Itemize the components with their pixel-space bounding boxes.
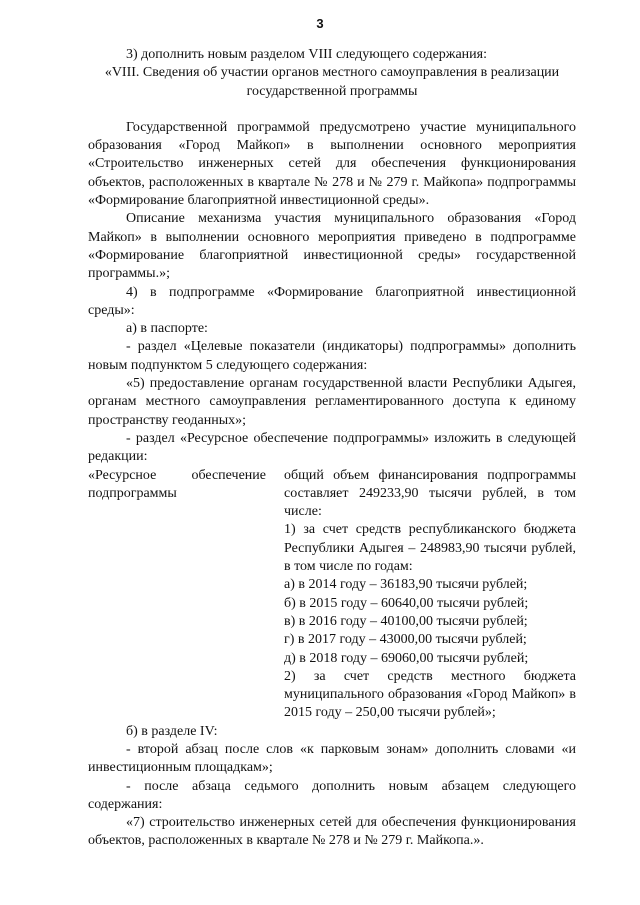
paragraph-geodata-access: «5) предоставление органам государственной власти Республики Адыгея, органам местного самоуправления регламентированного доступа к единому пространству геоданных»; bbox=[88, 376, 576, 428]
funding-year-2015: б) в 2015 году – 60640,00 тысячи рублей; bbox=[284, 595, 529, 611]
funding-year-2016: в) в 2016 году – 40100,00 тысячи рублей; bbox=[284, 613, 528, 629]
resource-table bbox=[88, 467, 576, 723]
document-body bbox=[88, 46, 576, 851]
paragraph-program-participation: Государственной программой предусмотрено участие муниципального образования «Город Майкоп» в выполнении основного мероприятия «Строительство инженерных сетей для обеспечения функционирования объектов, расположенных в квартале № 278 и № 279 г. Майкопа» подпрограммы «Формирование благоприятной инвестиционной среды». bbox=[88, 119, 576, 209]
funding-year-2014: а) в 2014 году – 36183,90 тысячи рублей; bbox=[284, 577, 528, 593]
section-heading: «VIII. Сведения об участии органов местного самоуправления в реализации государственной программы bbox=[104, 65, 560, 99]
paragraph-mechanism-description: Описание механизма участия муниципального образования «Город Майкоп» в выполнении основного мероприятия приведено в подпрограмме «Формирование благоприятной инвестиционной среды» государственной программы.»; bbox=[88, 211, 576, 282]
paragraph-target-indicators: - раздел «Целевые показатели (индикаторы) подпрограммы» дополнить новым подпунктом 5 следующего содержания: bbox=[88, 339, 576, 373]
page-number: 3 bbox=[316, 16, 324, 31]
funding-local: 2) за счет средств местного бюджета муниципального образования «Город Майкоп» в 2015 году – 250,00 тысячи рублей»; bbox=[284, 668, 576, 721]
funding-year-2018: д) в 2018 году – 69060,00 тысячи рублей; bbox=[284, 650, 529, 666]
paragraph-add-section: 3) дополнить новым разделом VIII следующего содержания: bbox=[126, 47, 487, 62]
paragraph-resource-section: - раздел «Ресурсное обеспечение подпрограммы» изложить в следующей редакции: bbox=[88, 430, 576, 465]
paragraph-after-seventh: - после абзаца седьмого дополнить новым абзацем следующего содержания: bbox=[88, 778, 576, 812]
paragraph-in-passport: а) в паспорте: bbox=[126, 321, 208, 337]
funding-republican: 1) за счет средств республиканского бюджета Республики Адыгея – 248983,90 тысячи рублей, в том числе по годам: bbox=[284, 522, 576, 575]
paragraph-engineering-networks: «7) строительство инженерных сетей для обеспечения функционирования объектов, расположенных в квартале № 278 и № 279 г. Майкопа.». bbox=[88, 815, 576, 849]
resource-table-label: «Ресурсное обеспечение подпрограммы bbox=[88, 467, 266, 501]
paragraph-second-paragraph: - второй абзац после слов «к парковым зонам» дополнить словами «и инвестиционным площадкам»; bbox=[88, 741, 576, 776]
funding-year-2017: г) в 2017 году – 43000,00 тысячи рублей; bbox=[284, 632, 527, 648]
resource-table-values bbox=[284, 467, 576, 723]
funding-total: общий объем финансирования подпрограммы составляет 249233,90 тысячи рублей, в том числе: bbox=[284, 467, 576, 520]
paragraph-section-iv: б) в разделе IV: bbox=[126, 723, 218, 739]
spacer bbox=[88, 101, 576, 119]
paragraph-subprogram-item4: 4) в подпрограмме «Формирование благоприятной инвестиционной среды»: bbox=[88, 284, 576, 318]
